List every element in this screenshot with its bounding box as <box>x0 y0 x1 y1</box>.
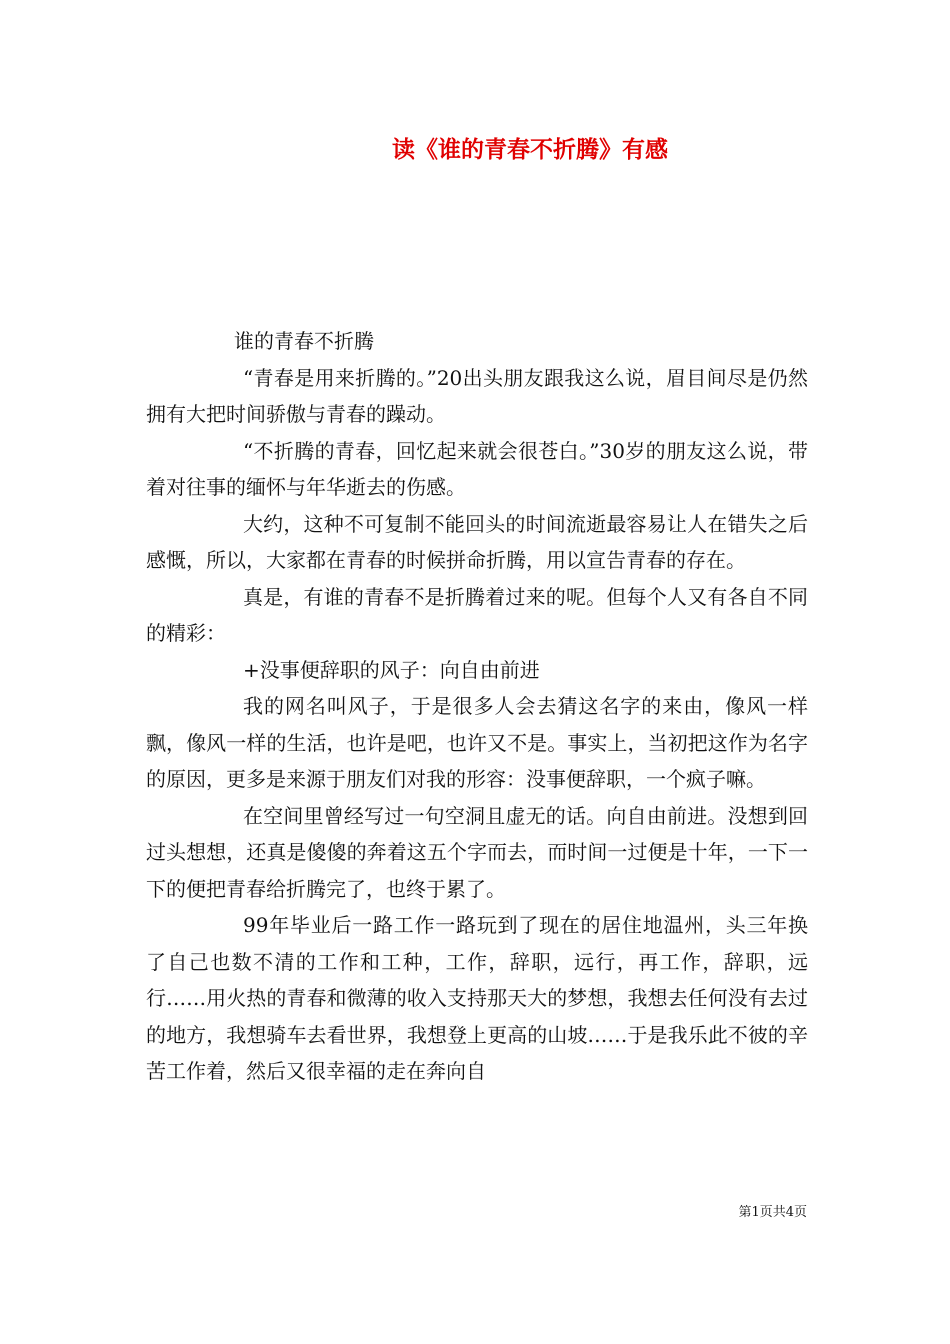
body-paragraph: 真是，有谁的青春不是折腾着过来的呢。但每个人又有各自不同的精彩： <box>146 584 808 645</box>
body-paragraph: 我的网名叫风子，于是很多人会去猜这名字的来由，像风一样飘，像风一样的生活，也许是吧，也许又不是。事实上，当初把这作为名字的原因，更多是来源于朋友们对我的形容：没事便辞职，一个疯子嘛。 <box>146 694 808 791</box>
section-heading-paragraph: +没事便辞职的风子：向自由前进 <box>243 657 540 682</box>
page-number: 第1页共4页 <box>738 1205 807 1220</box>
body-paragraph: 99年毕业后一路工作一路玩到了现在的居住地温州，头三年换了自己也数不清的工作和工种，工作，辞职，远行，再工作，辞职，远行……用火热的青春和微薄的收入支持那天大的梦想，我想去任何没有去过的地方，我想骑车去看世界，我想登上更高的山坡……于是我乐此不彼的辛苦工作着，然后又很幸福的走在奔向自 <box>146 913 808 1083</box>
page-title: 读《谁的青春不折腾》有感 <box>392 136 668 163</box>
body-paragraph: 大约，这种不可复制不能回头的时间流逝最容易让人在错失之后感慨，所以，大家都在青春的时候拼命折腾，用以宣告青春的存在。 <box>146 511 808 572</box>
subtitle-paragraph: 谁的青春不折腾 <box>234 329 374 353</box>
body-paragraph: 在空间里曾经写过一句空洞且虚无的话。向自由前进。没想到回过头想想，还真是傻傻的奔着这五个字而去，而时间一过便是十年，一下一下的便把青春给折腾完了，也终于累了。 <box>146 803 808 901</box>
body-paragraph: “不折腾的青春，回忆起来就会很苍白。”30岁的朋友这么说，带着对往事的缅怀与年华逝去的伤感。 <box>146 438 808 499</box>
body-paragraph: “青春是用来折腾的。”20出头朋友跟我这么说，眉目间尽是仍然拥有大把时间骄傲与青春的躁动。 <box>146 365 808 426</box>
document-body <box>146 323 808 1090</box>
